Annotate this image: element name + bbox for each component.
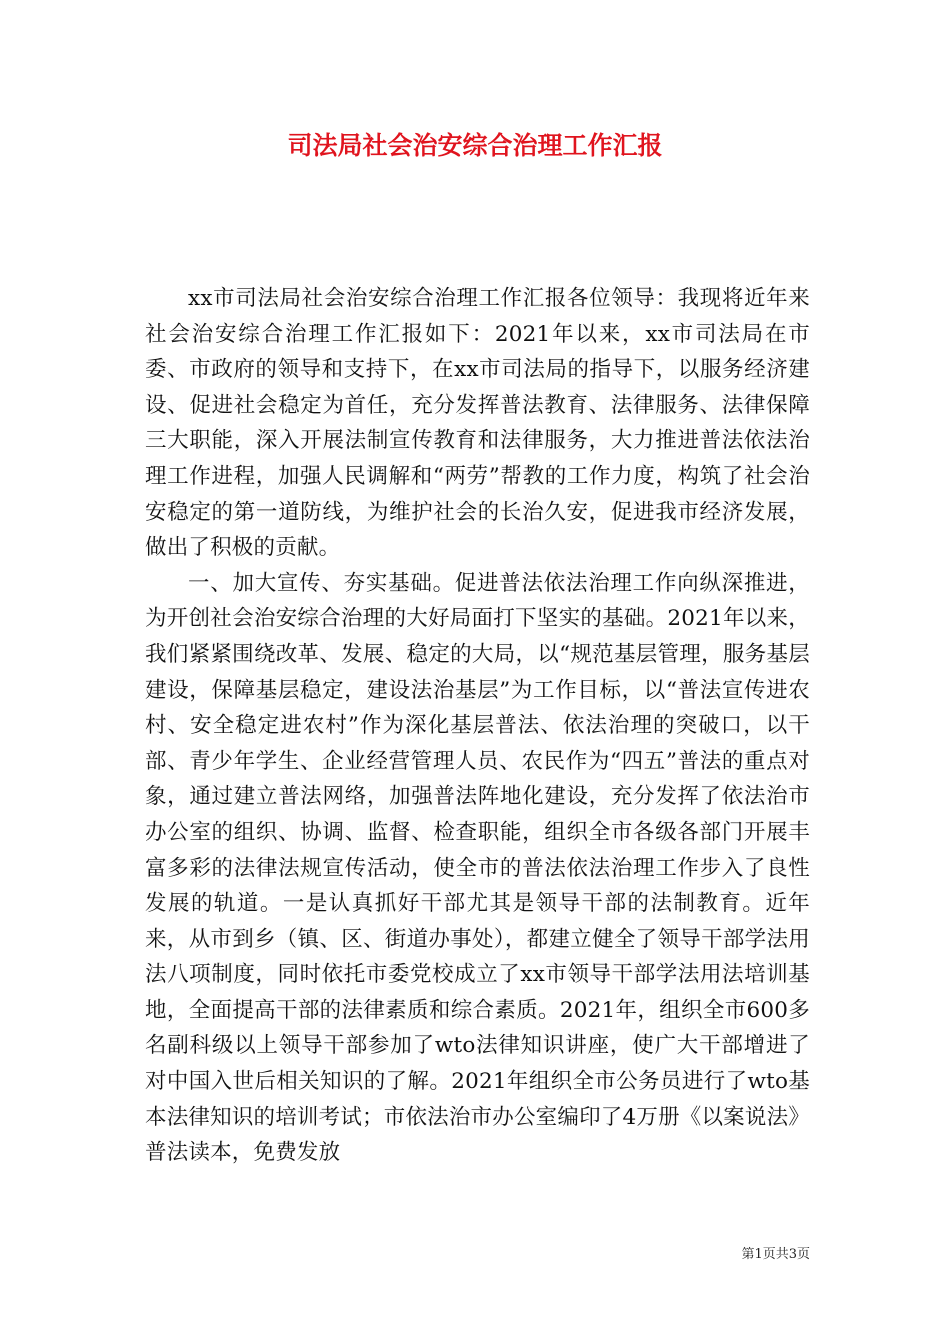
document-body (145, 281, 810, 1171)
page-number: 第1页共3页 (741, 1247, 810, 1262)
document-title: 司法局社会治安综合治理工作汇报 (287, 131, 663, 160)
paragraph-section-one: 一、加大宣传、夯实基础。促进普法依法治理工作向纵深推进，为开创社会治安综合治理的大好局面打下坚实的基础。2021年以来，我们紧紧围绕改革、发展、稳定的大局，以“规范基层管理，服务基层建设，保障基层稳定，建设法治基层”为工作目标，以“普法宣传进农村、安全稳定进农村”作为深化基层普法、依法治理的突破口，以干部、青少年学生、企业经营管理人员、农民作为“四五”普法的重点对象，通过建立普法网络，加强普法阵地化建设，充分发挥了依法治市办公室的组织、协调、监督、检查职能，组织全市各级各部门开展丰富多彩的法律法规宣传活动，使全市的普法依法治理工作步入了良性发展的轨道。一是认真抓好干部尤其是领导干部的法制教育。近年来，从市到乡（镇、区、街道办事处），都建立健全了领导干部学法用法八项制度，同时依托市委党校成立了xx市领导干部学法用法培训基地，全面提高干部的法律素质和综合素质。2021年，组织全市600多名副科级以上领导干部参加了wto法律知识讲座，使广大干部增进了对中国入世后相关知识的了解。2021年组织全市公务员进行了wto基本法律知识的培训考试；市依法治市办公室编印了4万册《以案说法》普法读本，免费发放 (145, 570, 810, 1166)
paragraph-intro: xx市司法局社会治安综合治理工作汇报各位领导：我现将近年来社会治安综合治理工作汇报如下：2021年以来，xx市司法局在市委、市政府的领导和支持下，在xx市司法局的指导下，以服务经济建设、促进社会稳定为首任，充分发挥普法教育、法律服务、法律保障三大职能，深入开展法制宣传教育和法律服务，大力推进普法依法治理工作进程，加强人民调解和“两劳”帮教的工作力度，构筑了社会治安稳定的第一道防线，为维护社会的长治久安，促进我市经济发展，做出了积极的贡献。 (145, 286, 810, 561)
